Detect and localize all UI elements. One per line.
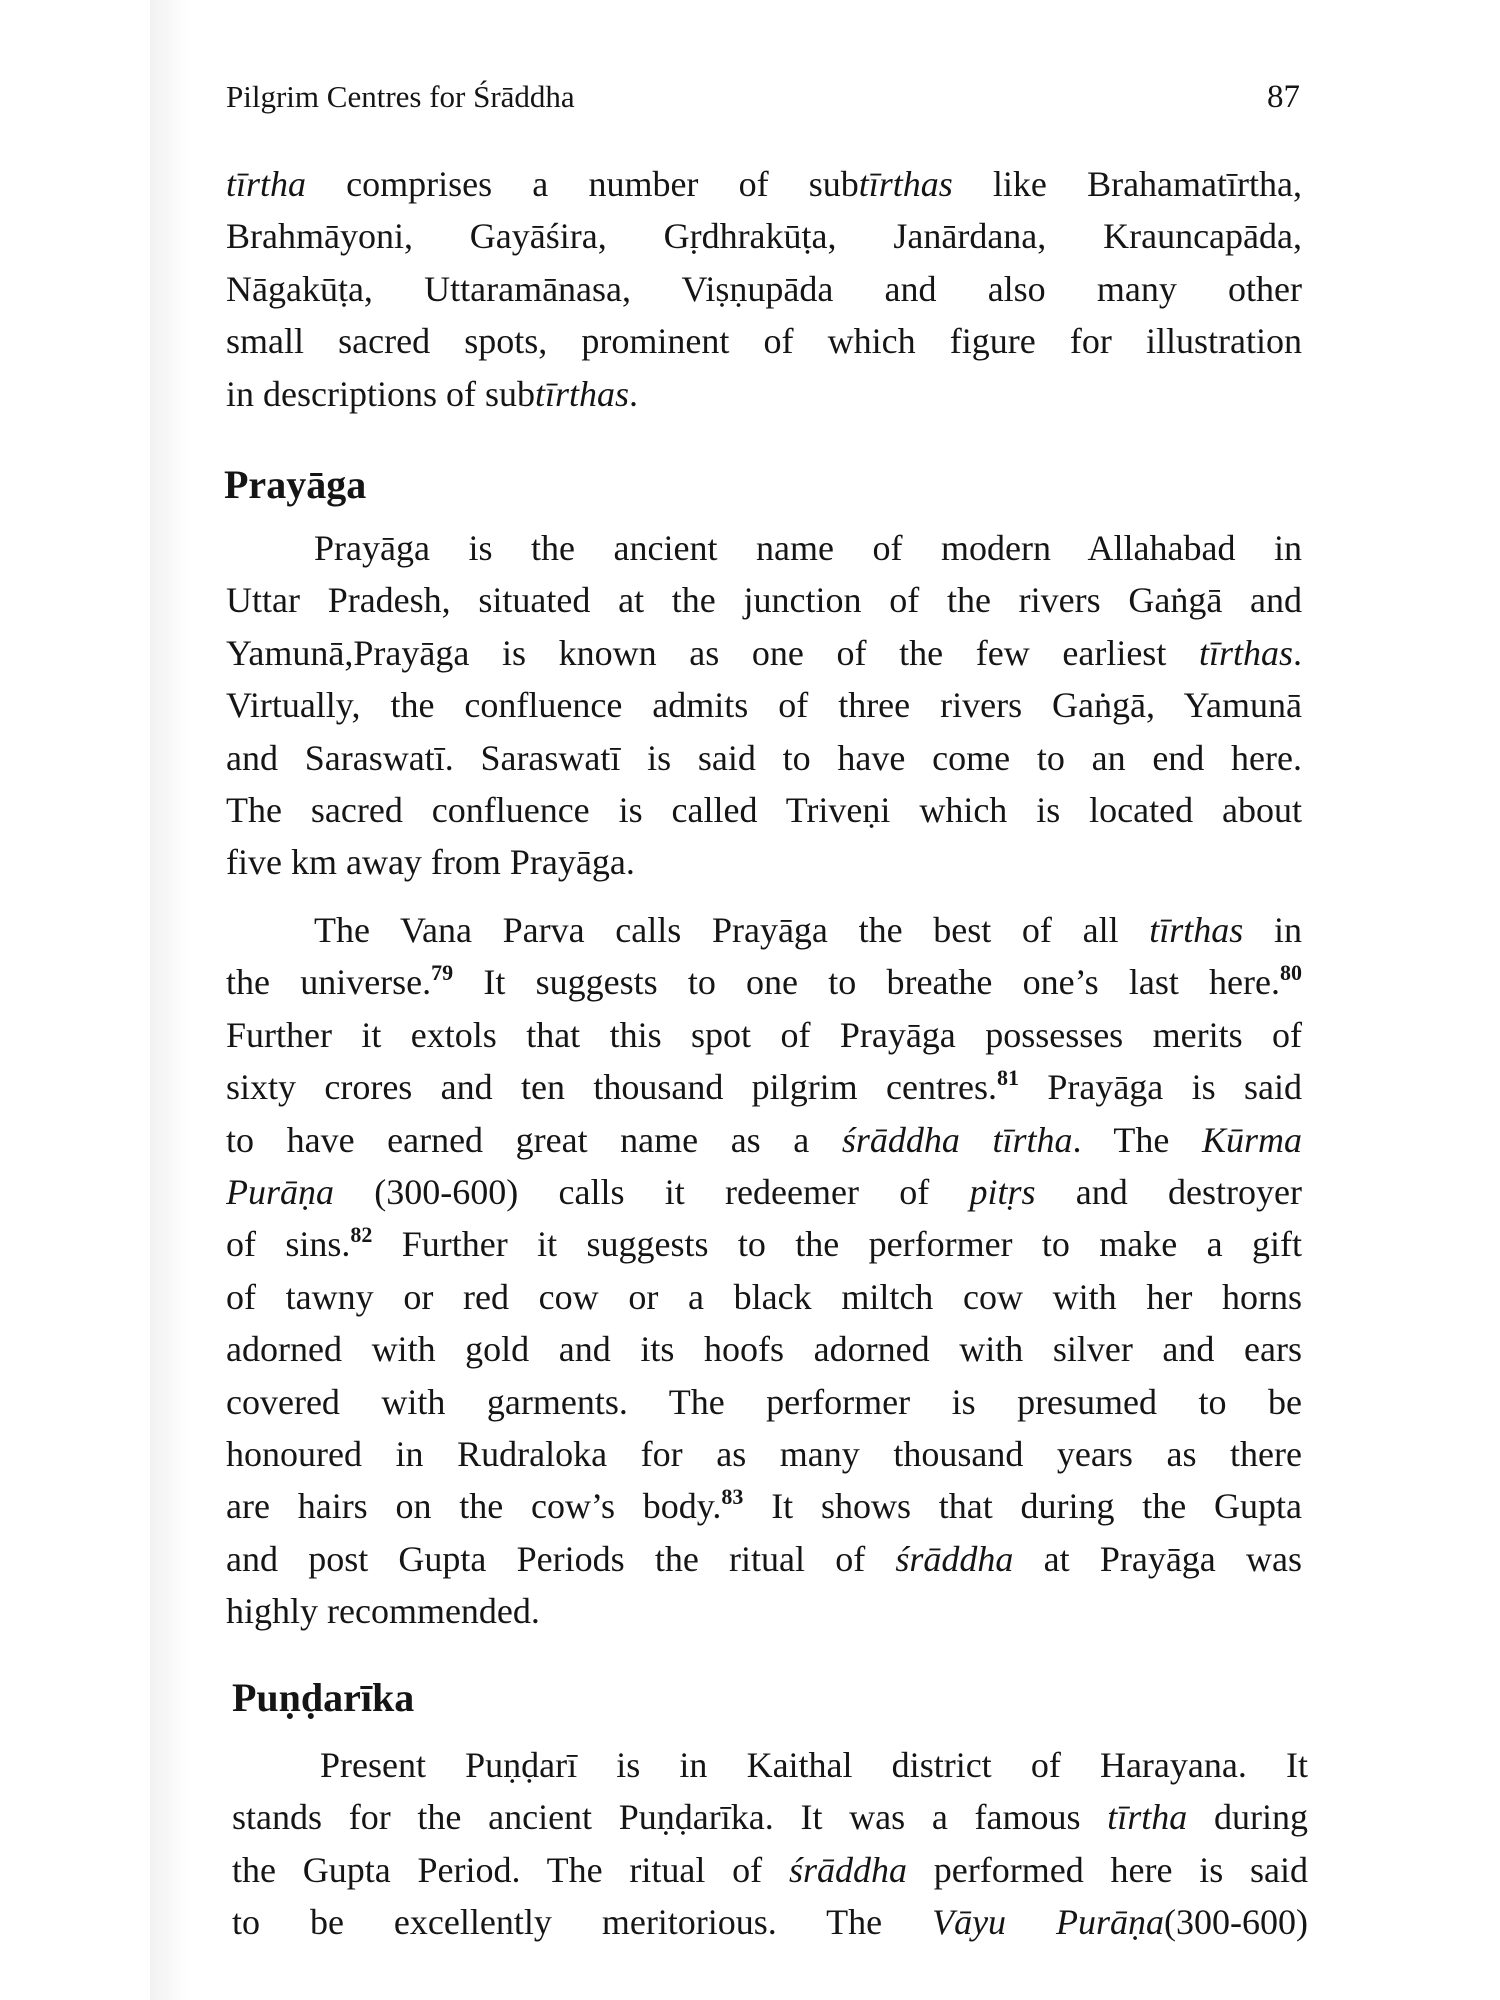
text-line	[226, 574, 1302, 626]
heading-prayaga: Prayāga	[224, 462, 367, 507]
text-line	[226, 1166, 1302, 1218]
text-line	[226, 368, 1302, 420]
text-line	[226, 1428, 1302, 1480]
footnote-ref: 79	[431, 960, 454, 986]
text-line	[226, 1061, 1302, 1113]
text-line	[226, 1480, 1302, 1532]
text-run: .	[1293, 632, 1302, 673]
footnote-ref: 83	[721, 1484, 744, 1510]
italic-term: śrāddha	[895, 1538, 1014, 1579]
text-run: Prayāga is the ancient name of modern Allahabad in	[314, 528, 1302, 568]
text-run: of sins.	[226, 1224, 351, 1265]
text-line	[226, 1009, 1302, 1061]
text-run: Further it extols that this spot of Prayāga possesses merits of	[226, 1014, 1302, 1055]
page-gutter-shadow	[150, 0, 190, 2000]
text-run: and post Gupta Periods the ritual of	[226, 1538, 896, 1579]
text-run: in descriptions of sub	[226, 373, 535, 414]
text-run: Virtually, the confluence admits of three rivers Gaṅgā, Yamunā	[226, 685, 1302, 726]
text-run: comprises a number of sub	[306, 164, 859, 204]
text-run: sixty crores and ten thousand pilgrim centres.	[226, 1067, 997, 1108]
italic-term: Vāyu Purāṇa	[932, 1902, 1165, 1943]
italic-term: Purāṇa	[226, 1171, 334, 1212]
italic-term: tīrtha	[959, 1119, 1073, 1160]
text-line	[226, 210, 1302, 262]
text-run: It shows that during the Gupta	[743, 1486, 1302, 1527]
text-run: during	[1187, 1797, 1308, 1838]
text-line	[226, 836, 1302, 888]
italic-term: tīrtha	[1107, 1797, 1188, 1838]
text-run: Further it suggests to the performer to make a gift	[372, 1224, 1302, 1265]
text-run: The sacred confluence is called Triveṇi which is located about	[226, 789, 1302, 830]
paragraph-pundarika	[232, 1739, 1308, 1949]
text-line	[226, 784, 1302, 836]
text-line	[226, 627, 1302, 679]
text-run: covered with garments. The performer is presumed to be	[226, 1381, 1302, 1422]
text-run: stands for the ancient Puṇḍarīka. It was a famous	[232, 1797, 1108, 1838]
text-run: Yamunā,Prayāga is known as one of the few earliest	[226, 632, 1199, 673]
text-line	[226, 1533, 1302, 1585]
text-run: (300-600) calls it redeemer of	[334, 1171, 970, 1212]
text-run: to be excellently meritorious. The	[232, 1902, 933, 1943]
text-run: honoured in Rudraloka for as many thousand years as there	[226, 1433, 1302, 1474]
text-run: Nāgakūṭa, Uttaramānasa, Viṣṇupāda and also many other	[226, 268, 1302, 309]
text-line	[226, 158, 1302, 210]
text-run: Prayāga is said	[1018, 1067, 1302, 1108]
text-run: It suggests to one to breathe one’s last here.	[453, 962, 1281, 1003]
paragraph-prayaga-vana-parva	[226, 904, 1302, 1637]
italic-term: tīrthas	[534, 373, 630, 414]
heading-pundarika: Puṇḍarīka	[232, 1675, 415, 1720]
text-line	[226, 1114, 1302, 1166]
text-line	[226, 1376, 1302, 1428]
text-line	[226, 956, 1302, 1008]
text-line	[226, 1585, 1302, 1637]
text-line	[226, 732, 1302, 784]
text-run: to have earned great name as a	[226, 1119, 842, 1160]
italic-term: tīrthas	[858, 164, 953, 204]
footnote-ref: 80	[1280, 960, 1302, 986]
text-line	[226, 904, 1302, 956]
italic-term: tīrtha	[226, 164, 307, 204]
paragraph-prayaga-intro	[226, 522, 1302, 889]
text-run: and Saraswatī. Saraswatī is said to have come to an end here.	[226, 737, 1302, 778]
running-head-title: Pilgrim Centres for Śrāddha	[226, 79, 575, 114]
italic-term: śrāddha	[788, 1849, 907, 1890]
text-run: Present Puṇḍarī is in Kaithal district of Harayana. It	[320, 1745, 1308, 1785]
text-line	[232, 1791, 1308, 1843]
text-run: five km away from Prayāga.	[226, 842, 635, 883]
footnote-ref: 82	[350, 1222, 373, 1248]
text-run: Brahmāyoni, Gayāśira, Gṛdhrakūṭa, Janārdana, Krauncapāda,	[226, 216, 1302, 257]
footnote-ref: 81	[996, 1065, 1019, 1091]
italic-term: pitṛs	[969, 1171, 1036, 1212]
text-line	[226, 522, 1302, 574]
text-run: of tawny or red cow or a black miltch cow with her horns	[226, 1276, 1302, 1317]
text-run: Uttar Pradesh, situated at the junction of the rivers Gaṅgā and	[226, 580, 1302, 621]
italic-term: śrāddha	[841, 1119, 960, 1160]
text-run: are hairs on the cow’s body.	[226, 1486, 722, 1527]
italic-term: tīrthas	[1198, 632, 1293, 673]
text-line	[232, 1844, 1308, 1896]
text-line	[226, 1271, 1302, 1323]
text-run: highly recommended.	[226, 1591, 540, 1632]
text-run: (300-600)	[1164, 1902, 1308, 1943]
text-run: performed here is said	[906, 1849, 1308, 1890]
italic-term: Kūrma	[1201, 1119, 1302, 1160]
text-run: like Brahamatīrtha,	[952, 164, 1302, 204]
text-line	[226, 679, 1302, 731]
page-number: 87	[1267, 79, 1300, 115]
text-run: the Gupta Period. The ritual of	[232, 1849, 789, 1890]
text-line	[226, 315, 1302, 367]
text-run: adorned with gold and its hoofs adorned with silver and ears	[226, 1329, 1302, 1370]
running-head	[226, 71, 1300, 123]
text-run: The Vana Parva calls Prayāga the best of all	[314, 910, 1150, 950]
text-run: in	[1243, 910, 1302, 950]
text-run: the universe.	[226, 962, 432, 1003]
text-line	[232, 1896, 1308, 1948]
paragraph-tirtha-continued	[226, 158, 1302, 420]
italic-term: tīrthas	[1149, 910, 1244, 950]
text-line	[232, 1739, 1308, 1791]
text-run: . The	[1072, 1119, 1202, 1160]
text-run: and destroyer	[1035, 1171, 1302, 1212]
text-run: small sacred spots, prominent of which figure for illustration	[226, 321, 1302, 362]
text-line	[226, 263, 1302, 315]
text-line	[226, 1218, 1302, 1270]
text-line	[226, 1323, 1302, 1375]
text-run: .	[629, 373, 639, 414]
text-run: at Prayāga was	[1013, 1538, 1302, 1579]
